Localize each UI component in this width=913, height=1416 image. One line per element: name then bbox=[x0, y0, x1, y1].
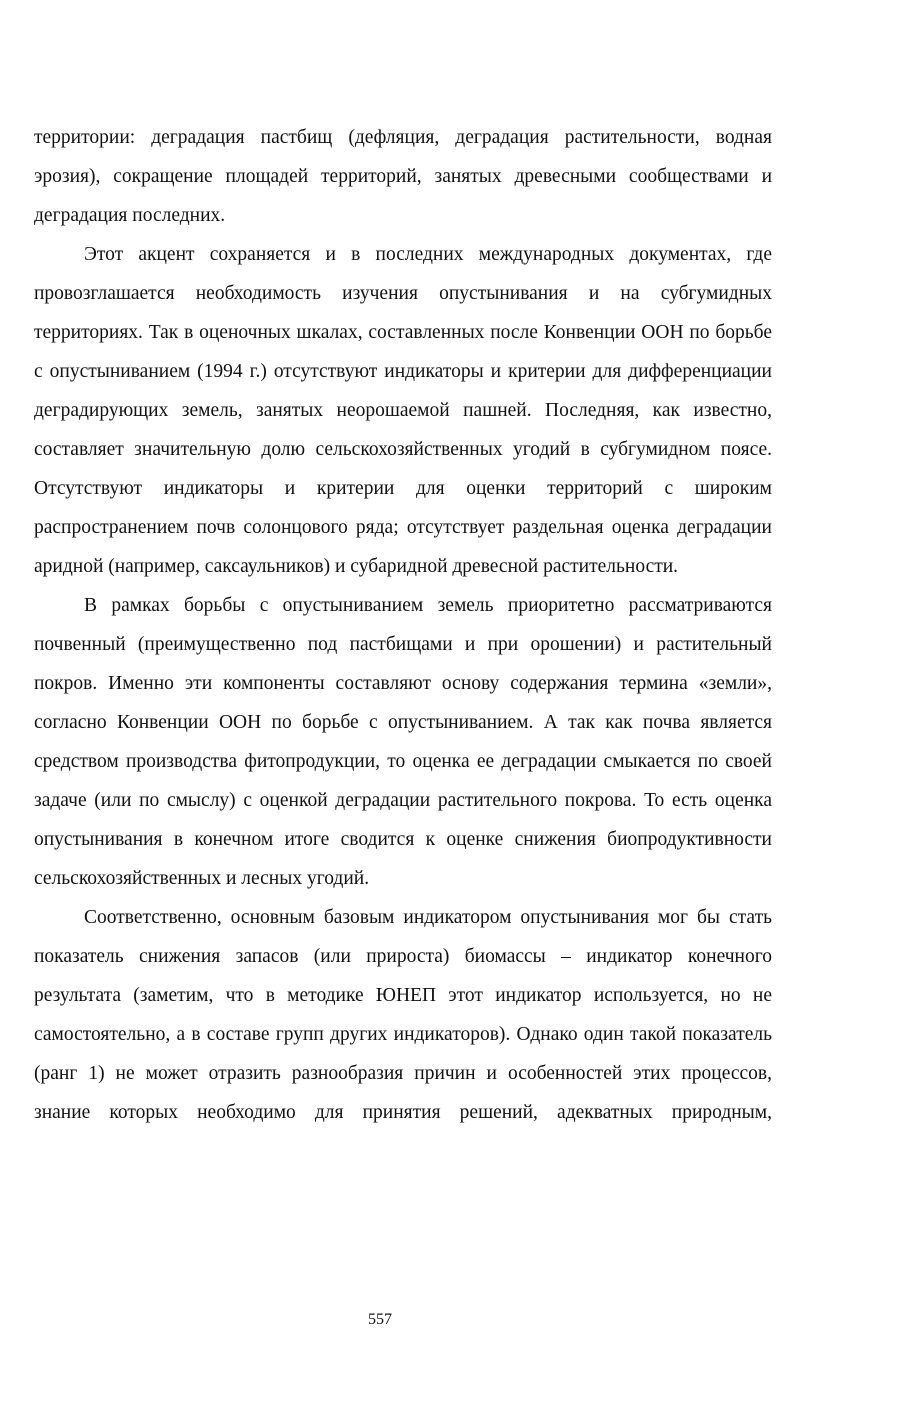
paragraph-2: Этот акцент сохраняется и в последних международных документах, где провозглашается необходимость изучения опустынивания и на субгумидных территориях. Так в оценочных шкалах, составленных после Конвенции ООН по борьбе с опустыниванием (1994 г.) отсутствуют индикаторы и критерии для дифференциации деградирующих земель, занятых неорошаемой пашней. Последняя, как известно, составляет значительную долю сельскохозяйственных угодий в субгумидном поясе. Отсутствуют индикаторы и критерии для оценки территорий с широким распространением почв солонцового ряда; отсутствует раздельная оценка деградации аридной (например, саксаульников) и субаридной древесной растительности. bbox=[34, 244, 772, 577]
text-body bbox=[34, 118, 772, 1132]
paragraph-1: территории: деградация пастбищ (дефляция, деградация растительности, водная эрозия), сокращение площадей территорий, занятых древесными сообществами и деградация последних. bbox=[34, 127, 772, 226]
page-number: 557 bbox=[368, 1311, 392, 1328]
paragraph-3: В рамках борьбы с опустыниванием земель приоритетно рассматриваются почвенный (преимущественно под пастбищами и при орошении) и растительный покров. Именно эти компоненты составляют основу содержания термина «земли», согласно Конвенции ООН по борьбе с опустыниванием. А так как почва является средством производства фитопродукции, то оценка ее деградации смыкается по своей задаче (или по смыслу) с оценкой деградации растительного покрова. То есть оценка опустынивания в конечном итоге сводится к оценке снижения биопродуктивности сельскохозяйственных и лесных угодий. bbox=[34, 595, 772, 889]
paragraph-4: Соответственно, основным базовым индикатором опустынивания мог бы стать показатель снижения запасов (или прироста) биомассы – индикатор конечного результата (заметим, что в методике ЮНЕП этот индикатор используется, но не самостоятельно, а в составе групп других индикаторов). Однако один такой показатель (ранг 1) не может отразить разнообразия причин и особенностей этих процессов, знание которых необходимо для принятия решений, адекватных природным, bbox=[34, 907, 772, 1123]
